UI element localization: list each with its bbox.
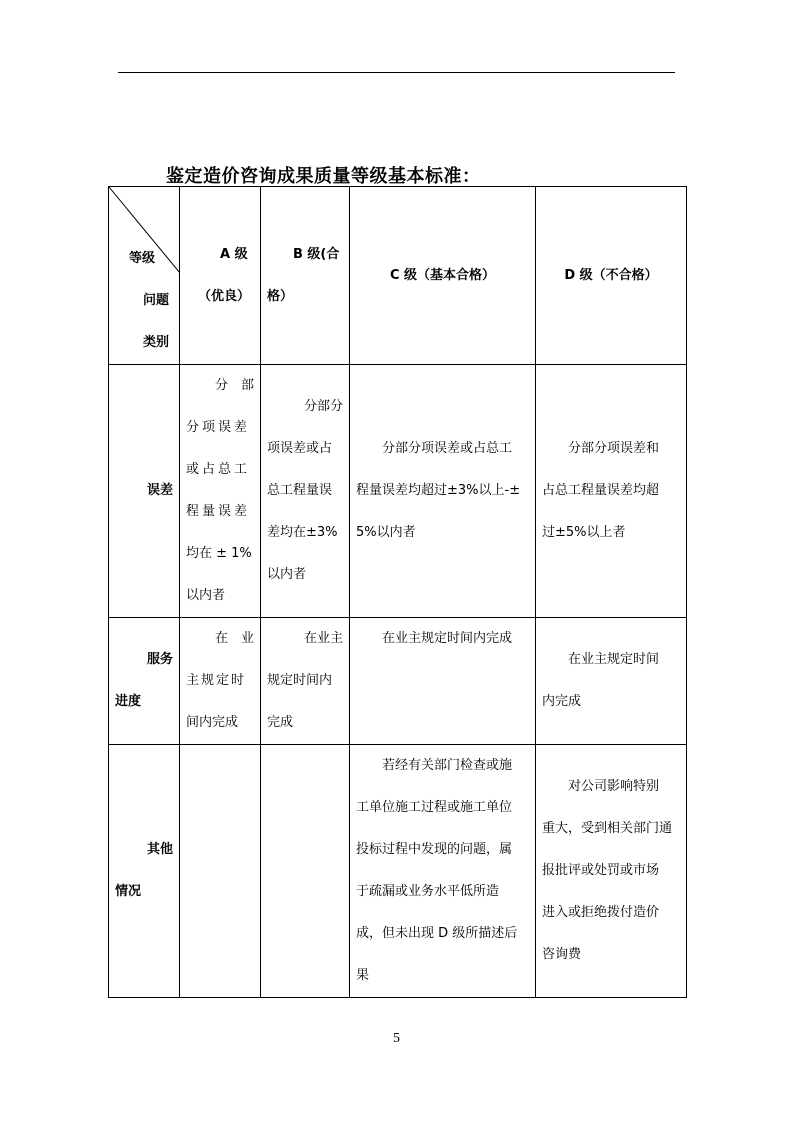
cell-line: 程量误差 [186,504,251,519]
cell-line: 成，但未出现 D 级所描述后 [356,926,518,941]
cell-other-d [536,745,687,998]
cell-line: 总工程量误 [267,483,333,498]
cell-line: 分部分项误差或占总工 [382,441,513,456]
page-number: 5 [393,1031,400,1046]
cell-line: 或占总工 [186,462,251,477]
header-a-line2: （优良） [198,288,251,304]
cell-error-b [261,365,350,618]
cell-line: 过±5%以上者 [542,525,626,540]
header-d-line1: D 级（不合格） [564,267,658,283]
row-label-line1: 其他 [146,842,173,857]
cell-other-b [261,745,350,998]
cell-line: 程量误差均超过±3%以上-± [356,483,521,498]
cell-line: 完成 [267,715,294,730]
cell-error-c [350,365,536,618]
cell-line: 报批评或处罚或市场 [542,863,660,878]
cell-line: 工单位施工过程或施工单位 [356,800,513,815]
corner-header-cell [109,187,180,365]
document-title: 鉴定造价咨询成果质量等级基本标准： [166,166,481,187]
quality-grade-table [108,186,687,998]
cell-line: 间内完成 [186,715,239,730]
header-a-line1: A 级 [220,246,248,262]
cell-line: 在业主 [303,631,343,646]
cell-service-b [261,618,350,745]
table-header-row [109,187,687,365]
cell-line: 进入或拒绝拨付造价 [542,905,660,920]
cell-line: 以内者 [267,567,307,582]
cell-line: 对公司影响特别 [568,779,660,794]
cell-line: 分项误差 [186,420,251,435]
cell-service-d [536,618,687,745]
cell-line: 分部分项误差和 [568,441,660,456]
cell-line: 分部分 [303,399,343,414]
table-row-other [109,745,687,998]
table-row-error [109,365,687,618]
cell-line: 若经有关部门检查或施 [382,758,513,773]
cell-line: 规定时间内 [267,673,333,688]
row-label-other [109,745,180,998]
header-b-line2: 格） [267,288,294,304]
cell-line: 投标过程中发现的问题，属 [356,842,513,857]
cell-line: 在业主规定时间内完成 [382,631,513,646]
row-label-service [109,618,180,745]
cell-line: 于疏漏或业务水平低所造 [356,884,500,899]
header-grade-a [180,187,261,365]
header-grade-d [536,187,687,365]
cell-line: 5%以内者 [356,525,416,540]
cell-line: 内完成 [542,694,582,709]
cell-error-d [536,365,687,618]
cell-line: 分 部 [214,378,254,393]
cell-line: 果 [356,968,370,983]
header-rule [118,72,675,73]
cell-error-a [180,365,261,618]
cell-line: 差均在±3% [267,525,338,540]
header-c-line1: C 级（基本合格） [389,267,496,283]
table-row-service [109,618,687,745]
cell-other-a [180,745,261,998]
cell-service-c [350,618,536,745]
row-label-line1: 服务 [146,652,173,667]
cell-line: 以内者 [186,588,226,603]
cell-line: 均在 ± 1% [186,546,252,561]
cell-line: 在业主规定时间 [568,652,660,667]
row-label-line2: 情况 [115,884,142,899]
header-b-line1: B 级(合 [293,246,340,262]
header-grade-c [350,187,536,365]
row-label-line1: 误差 [146,483,173,498]
cell-line: 主规定时 [186,673,247,688]
corner-category-label: 类别 [143,335,170,350]
cell-line: 项误差或占 [267,441,333,456]
cell-line: 重大，受到相关部门通 [542,821,673,836]
row-label-line2: 进度 [115,694,142,709]
row-label-error [109,365,180,618]
cell-line: 占总工程量误差均超 [542,483,660,498]
corner-problem-label: 问题 [143,293,170,308]
header-grade-b [261,187,350,365]
corner-grade-label: 等级 [129,251,156,266]
cell-line: 在 业 [214,631,254,646]
cell-line: 咨询费 [542,947,582,962]
cell-other-c [350,745,536,998]
cell-service-a [180,618,261,745]
